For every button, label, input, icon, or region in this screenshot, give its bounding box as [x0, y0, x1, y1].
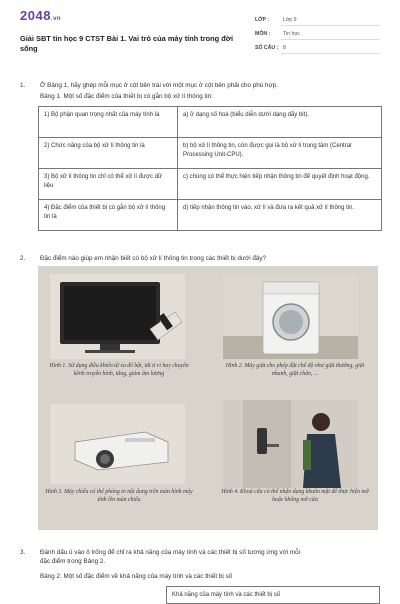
meta-key: LỚP : [255, 17, 270, 23]
meta-underline [281, 39, 380, 40]
site-logo[interactable] [20, 8, 61, 23]
washing-machine-illustration [223, 274, 358, 359]
right-cell: d) tiếp nhận thông tin vào, xử lí và đưa ra kết quả xử lí thông tin. [178, 200, 382, 231]
meta-row-questions [255, 42, 380, 56]
table-1-caption: Bảng 1. Một số đặc điểm của thiết bị có gắn bộ xử lí thông tin: [40, 93, 213, 100]
textbook-photo [38, 266, 378, 530]
figure-2-caption: Hình 2. Máy giặt cho phép đặt chế độ như giặt thường, giặt nhanh, giặt chăn, ... [225, 363, 365, 377]
meta-key: MÔN : [255, 31, 271, 37]
meta-value: 8 [283, 45, 286, 51]
tv-remote-illustration [50, 274, 185, 359]
question-number: 1. [20, 82, 26, 89]
table-row [39, 200, 382, 231]
figure-3-caption: Hình 3. Máy chiếu có thể phóng to nội dung trên màn hình máy tính lên màn chiếu [45, 489, 193, 503]
table-row [39, 169, 382, 200]
meta-underline [281, 25, 380, 26]
table-row [167, 587, 380, 604]
logo-suffix: .vn [50, 16, 62, 22]
meta-value: Lớp 9 [283, 17, 297, 23]
left-cell: 2) Chức năng của bộ xử lí thông tin là [39, 138, 178, 169]
table-header-cell: Khả năng của máy tính và các thiết bị số [167, 587, 380, 604]
figure-4-caption: Hình 4. Khoá cửa có thể nhận dạng khuôn mặt để thực hiện mở hoặc không mở cửa [221, 489, 369, 503]
table-row [39, 107, 382, 138]
question-text: Ở Bảng 1, hãy ghép mỗi mục ở cột bên trái với một mục ở cột bên phải cho phù hợp. [40, 82, 278, 89]
door-lock-illustration [223, 400, 358, 488]
question-text-line-1: Đánh dấu ü vào ô trống để chỉ ra khả năng của máy tính và các thiết bị số tương ứng với mỗi [40, 549, 300, 556]
meta-underline [281, 53, 380, 54]
capability-table [166, 586, 380, 604]
question-text: Đặc điểm nào giúp em nhận biết có bộ xử lí thông tin trong các thiết bị dưới đây? [40, 255, 267, 262]
question-3-line-2: đặc điểm trong Bảng 2. [40, 558, 106, 565]
question-number: 2. [20, 255, 26, 262]
document-title: Giải SBT tin học 9 CTST Bài 1. Vai trò của máy tính trong đời sống [20, 34, 234, 53]
right-cell: b) bộ xử lí thông tin, còn được gọi là bộ xử lí trung tâm (Central Processing Unit-CPU). [178, 138, 382, 169]
meta-row-class [255, 14, 380, 28]
meta-key: SỐ CÂU : [255, 45, 279, 51]
left-cell: 4) Đặc điểm của thiết bị có gắn bộ xử lí thông tin là [39, 200, 178, 231]
meta-info [255, 14, 380, 56]
figure-1-caption: Hình 1. Sử dụng điều khiển từ xa để bật, tắt ti vi hay chuyển kênh truyền hình, tăng, giảm âm lượng [49, 363, 189, 377]
question-number: 3. [20, 549, 26, 556]
right-cell: c) chúng có thể thực hiện tiếp nhận thông tin để quyết định hoạt động. [178, 169, 382, 200]
meta-value: Tin học [283, 31, 300, 37]
projector-illustration [50, 404, 185, 484]
matching-table [38, 106, 382, 231]
right-cell: a) ở dạng số hoá (biểu diễn dưới dạng dãy bit). [178, 107, 382, 138]
meta-row-subject [255, 28, 380, 42]
left-cell: 3) Bộ xử lí thông tin chỉ có thể xử lí được dữ liệu [39, 169, 178, 200]
table-row [39, 138, 382, 169]
logo-text: 2048 [20, 8, 51, 23]
left-cell: 1) Bộ phận quan trọng nhất của máy tính là [39, 107, 178, 138]
table-2-caption: Bảng 2. Một số đặc điểm về khả năng của máy tính và các thiết bị số [40, 573, 233, 580]
